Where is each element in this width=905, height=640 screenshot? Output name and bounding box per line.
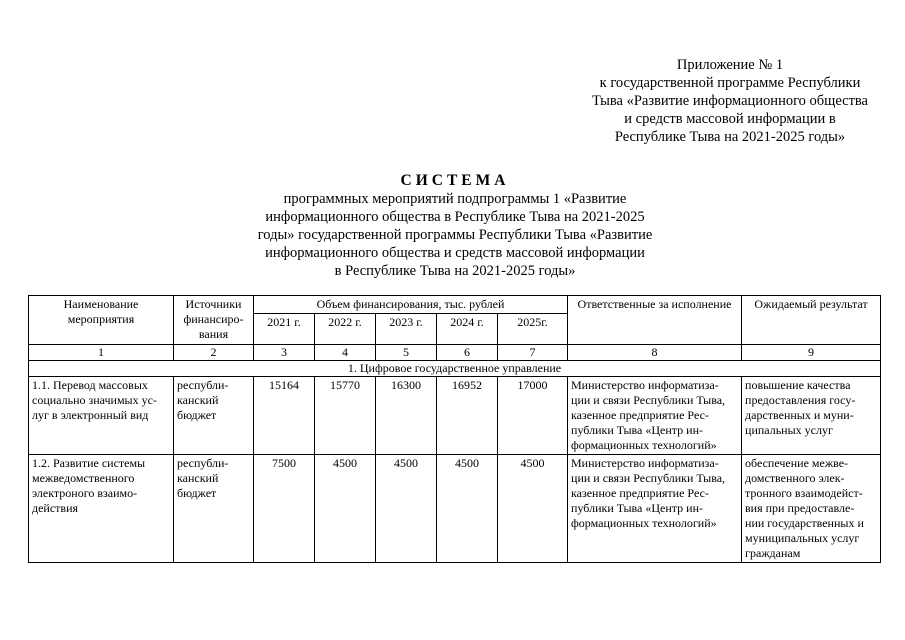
heading-line: информационного общества в Республике Тыва на 2021-2025 xyxy=(265,209,645,225)
expected-result-line: тронного взаимодейст- xyxy=(745,486,863,500)
expected-result-line: домственного элек- xyxy=(745,471,845,485)
funding-source-cell xyxy=(174,455,254,563)
expected-result-line: повышение качества xyxy=(745,378,851,392)
heading-line: информационного общества и средств массовой информации xyxy=(265,245,645,261)
header-year: 2024 г. xyxy=(437,314,498,345)
column-number: 6 xyxy=(437,345,498,361)
header-year: 2022 г. xyxy=(315,314,376,345)
expected-result-line: ципальных услуг xyxy=(745,423,833,437)
expected-result-line: вия при предоставле- xyxy=(745,501,855,515)
column-number: 7 xyxy=(498,345,568,361)
expected-result-line: нии государственных и xyxy=(745,516,864,530)
appendix-reference xyxy=(560,56,900,146)
section-title: 1. Цифровое государственное управление xyxy=(29,361,881,377)
responsible-line: Министерство информатиза- xyxy=(571,378,719,392)
header-row xyxy=(29,296,881,314)
responsible-line: публики Тыва «Центр ин- xyxy=(571,423,704,437)
header-name xyxy=(29,296,174,345)
document-heading xyxy=(230,172,680,280)
expected-result-line: дарственных и муни- xyxy=(745,408,854,422)
column-number: 1 xyxy=(29,345,174,361)
expected-result-cell xyxy=(742,377,881,455)
header-text: мероприятия xyxy=(67,312,135,326)
appendix-line: и средств массовой информации в xyxy=(624,111,836,127)
column-number: 2 xyxy=(174,345,254,361)
responsible-line: формационных технологий» xyxy=(571,438,717,452)
funding-source-line: бюджет xyxy=(177,408,217,422)
funding-2024-cell: 16952 xyxy=(437,377,498,455)
header-text: Источники xyxy=(185,297,242,311)
table-row xyxy=(29,377,881,455)
header-result: Ожидаемый результат xyxy=(742,296,881,345)
funding-source-line: канский xyxy=(177,471,219,485)
responsible-line: ции и связи Республики Тыва, xyxy=(571,393,726,407)
funding-2025-cell: 17000 xyxy=(498,377,568,455)
program-measures-table xyxy=(28,295,881,563)
heading-line: в Республике Тыва на 2021-2025 годы» xyxy=(334,263,576,279)
appendix-line: к государственной программе Республики xyxy=(599,75,861,91)
header-text: вания xyxy=(198,327,229,341)
measure-name-line: действия xyxy=(32,501,79,515)
column-number: 3 xyxy=(254,345,315,361)
column-number: 5 xyxy=(376,345,437,361)
column-number: 4 xyxy=(315,345,376,361)
appendix-line: Республике Тыва на 2021-2025 годы» xyxy=(614,129,846,145)
expected-result-cell xyxy=(742,455,881,563)
funding-source-line: бюджет xyxy=(177,486,217,500)
header-text: Наименование xyxy=(63,297,139,311)
column-number: 9 xyxy=(742,345,881,361)
header-responsible: Ответственные за исполнение xyxy=(568,296,742,345)
header-text: финансиро- xyxy=(183,312,244,326)
measure-name-cell xyxy=(29,455,174,563)
measure-name-line: социально значимых ус- xyxy=(32,393,157,407)
responsible-cell xyxy=(568,377,742,455)
funding-2022-cell: 4500 xyxy=(315,455,376,563)
measure-name-line: электроного взаимо- xyxy=(32,486,138,500)
responsible-cell xyxy=(568,455,742,563)
appendix-line: Тыва «Развитие информационного общества xyxy=(592,93,868,109)
appendix-line: Приложение № 1 xyxy=(676,57,784,73)
measure-name-line: 1.1. Перевод массовых xyxy=(32,378,148,392)
measure-name-line: луг в электронный вид xyxy=(32,408,149,422)
section-row xyxy=(29,361,881,377)
expected-result-line: обеспечение межве- xyxy=(745,456,849,470)
measure-name-line: межведомственного xyxy=(32,471,135,485)
expected-result-line: муниципальных услуг xyxy=(745,531,860,545)
funding-2023-cell: 16300 xyxy=(376,377,437,455)
funding-2025-cell: 4500 xyxy=(498,455,568,563)
funding-2021-cell: 7500 xyxy=(254,455,315,563)
column-number: 8 xyxy=(568,345,742,361)
header-funding: Объем финансирования, тыс. рублей xyxy=(254,296,568,314)
responsible-line: формационных технологий» xyxy=(571,516,717,530)
funding-2024-cell: 4500 xyxy=(437,455,498,563)
heading-line: программных мероприятий подпрограммы 1 «Развитие xyxy=(283,191,627,207)
document-title: СИСТЕМА xyxy=(400,172,510,189)
funding-2022-cell: 15770 xyxy=(315,377,376,455)
funding-source-line: канский xyxy=(177,393,219,407)
header-year: 2021 г. xyxy=(254,314,315,345)
funding-source-line: республи- xyxy=(177,456,229,470)
expected-result-line: предоставления госу- xyxy=(745,393,856,407)
header-year: 2023 г. xyxy=(376,314,437,345)
funding-source-cell xyxy=(174,377,254,455)
expected-result-line: гражданам xyxy=(745,546,801,560)
header-year: 2025г. xyxy=(498,314,568,345)
responsible-line: публики Тыва «Центр ин- xyxy=(571,501,704,515)
funding-2023-cell: 4500 xyxy=(376,455,437,563)
header-source xyxy=(174,296,254,345)
table-row xyxy=(29,455,881,563)
funding-source-line: республи- xyxy=(177,378,229,392)
measure-name-line: 1.2. Развитие системы xyxy=(32,456,146,470)
measure-name-cell xyxy=(29,377,174,455)
responsible-line: казенное предприятие Рес- xyxy=(571,486,709,500)
column-number-row xyxy=(29,345,881,361)
responsible-line: ции и связи Республики Тыва, xyxy=(571,471,726,485)
responsible-line: Министерство информатиза- xyxy=(571,456,719,470)
heading-line: годы» государственной программы Республики Тыва «Развитие xyxy=(257,227,653,243)
funding-2021-cell: 15164 xyxy=(254,377,315,455)
responsible-line: казенное предприятие Рес- xyxy=(571,408,709,422)
